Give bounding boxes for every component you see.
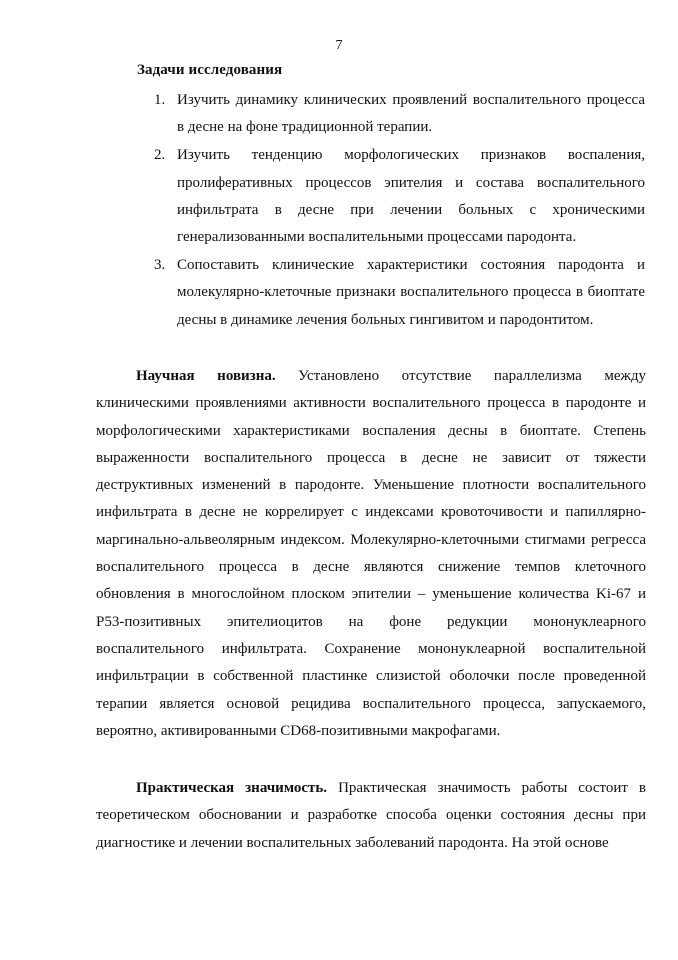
novelty-paragraph — [96, 363, 646, 745]
novelty-text: Установлено отсутствие параллелизма между клиническими проявлениями активности воспалительного процесса в пародонте и морфологическими характеристиками воспаления десны в биоптате. Степень выраженности воспалительного процесса в десне не зависит от тяжести деструктивных изменений в пародонте. Уменьшение плотности воспалительного инфильтрата в десне не коррелирует с индексами кровоточивости и папиллярно-маргинально-альвеолярным индексом. Молекулярно-клеточными стигмами регресса воспалительного процесса в десне являются снижение темпов клеточного обновления в многослойном плоском эпителии – уменьшение количества Ki-67 и P53-позитивных эпителиоцитов на фоне редукции мононуклеарного воспалительного инфильтрата. Сохранение мононуклеарной воспалительной инфильтрации в собственной пластинке слизистой оболочки после проведенной терапии является основой рецидива воспалительного процесса, запускаемого, вероятно, активированными CD68-позитивными макрофагами. — [96, 368, 646, 739]
section-heading-tasks: Задачи исследования — [137, 62, 283, 78]
list-item-number: 2. — [154, 147, 166, 164]
list-item-number: 3. — [154, 257, 166, 274]
novelty-title: Научная новизна. — [136, 368, 276, 384]
task-list — [0, 87, 678, 335]
list-item — [0, 142, 678, 251]
list-item-text: Сопоставить клинические характеристики состояния пародонта и молекулярно-клеточные признаки воспалительного процесса в биоптате десны в динамике лечения больных гингивитом и пародонтитом. — [177, 257, 645, 328]
list-item — [0, 87, 678, 141]
practical-paragraph — [96, 775, 646, 857]
practical-text: Практическая значимость работы состоит в теоретическом обосновании и разработке способа оценки состояния десны при диагностике и лечении воспалительных заболеваний пародонта. На этой основе — [96, 780, 647, 851]
list-item-number: 1. — [154, 92, 166, 108]
list-item-text: Изучить динамику клинических проявлений воспалительного процесса в десне на фоне традиционной терапии. — [177, 92, 645, 136]
list-item-text: Изучить тенденцию морфологических признаков воспаления, пролиферативных процессов эпителия и состава воспалительного инфильтрата в десне при лечении больных с хроническими генерализованными воспалительными процессами пародонта. — [177, 147, 645, 246]
page-number: 7 — [335, 38, 343, 53]
practical-title: Практическая значимость. — [136, 780, 328, 796]
list-item — [0, 252, 678, 334]
